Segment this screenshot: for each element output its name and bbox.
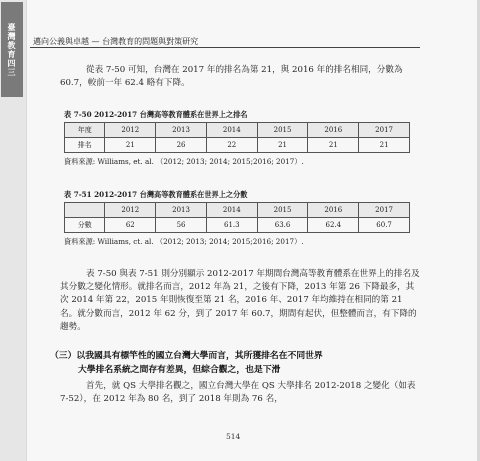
chapter-tab: 臺灣教育四三 (1, 2, 23, 97)
ranking-table (64, 122, 410, 153)
table-cell: 2013 (156, 123, 207, 138)
score-table (64, 202, 410, 233)
section-heading-line-2: 大學排名系統之間存有差異，但綜合觀之，也是下滑 (78, 364, 281, 375)
paragraph-3: 首先，就 QS 大學排名觀之，國立台灣大學在 QS 大學排名 2012-2018 之變化（如表 7-52），在 2012 年為 80 名，到了 2018 年則為 76 名， (60, 381, 416, 405)
table-row (65, 123, 410, 138)
table-cell: 56 (156, 218, 207, 233)
table-1-source: 資料來源: Williams, et. al. （2012; 2013; 2014; 2015;2016; 2017）. (64, 157, 304, 166)
table-cell: 2017 (359, 123, 410, 138)
table-cell: 62 (105, 218, 156, 233)
table-cell: 61.3 (206, 218, 257, 233)
table-row (65, 203, 410, 218)
table-cell: 2013 (156, 203, 207, 218)
table-cell: 21 (257, 138, 308, 153)
table-cell: 2012 (105, 203, 156, 218)
table-cell: 2014 (206, 123, 257, 138)
table-cell: 年度 (65, 123, 105, 138)
table-cell: 分數 (65, 218, 105, 233)
table-cell: 2017 (359, 203, 410, 218)
table-cell: 26 (156, 138, 207, 153)
table-cell: 21 (308, 138, 359, 153)
running-header: 邁向公義與卓越 — 台灣教育的問題與對策研究 (33, 37, 199, 46)
table-2-source: 資料來源: Williams, ct. al. （2012; 2013; 2014; 2015;2016; 2017）. (64, 237, 304, 246)
table-row (65, 138, 410, 153)
side-margin (0, 0, 26, 461)
table-row (65, 218, 410, 233)
table-cell: 60.7 (359, 218, 410, 233)
table-cell: 22 (206, 138, 257, 153)
table-2-caption: 表 7-51 2012-2017 台灣高等教育體系在世界上之分數 (64, 190, 248, 199)
table-cell: 2016 (308, 203, 359, 218)
table-cell: 63.6 (257, 218, 308, 233)
table-cell: 2012 (105, 123, 156, 138)
table-cell: 21 (105, 138, 156, 153)
page-number: 514 (226, 432, 241, 441)
table-cell: 2015 (257, 203, 308, 218)
table-cell: 2016 (308, 123, 359, 138)
paragraph-1: 從表 7-50 可知，台灣在 2017 年的排名為第 21，與 2016 年的排名相同，分數為 60.7，較前一年 62.4 略有下降。 (60, 65, 403, 89)
table-cell: 2014 (206, 203, 257, 218)
header-divider (30, 47, 420, 48)
section-heading-line-1: （三）以我國具有標竿性的國立台灣大學而言，其所獲排名在不同世界 (50, 351, 323, 361)
table-cell: 2015 (257, 123, 308, 138)
table-cell: 排名 (65, 138, 105, 153)
table-1-caption: 表 7-50 2012-2017 台灣高等教育體系在世界上之排名 (64, 110, 248, 119)
paragraph-2: 表 7-50 與表 7-51 則分別顯示 2012-2017 年期間台灣高等教育體系在世界上的排名及其分數之變化情形。就排名而言，2012 年為 21，之後有下降，2013 年第 26 下降最多，其次 2014 年第 22，2015 年則恢復至第 21 名，2016 年、2017 年均維持在相同的第 21 名。就分數而言，2012 年 62 分，到了 2017 年 60.7，期間有起伏，但整體而言，有下降的趨勢。 (60, 269, 420, 332)
section-heading (50, 350, 422, 377)
table-cell (65, 203, 105, 218)
table-cell: 21 (359, 138, 410, 153)
table-cell: 62.4 (308, 218, 359, 233)
